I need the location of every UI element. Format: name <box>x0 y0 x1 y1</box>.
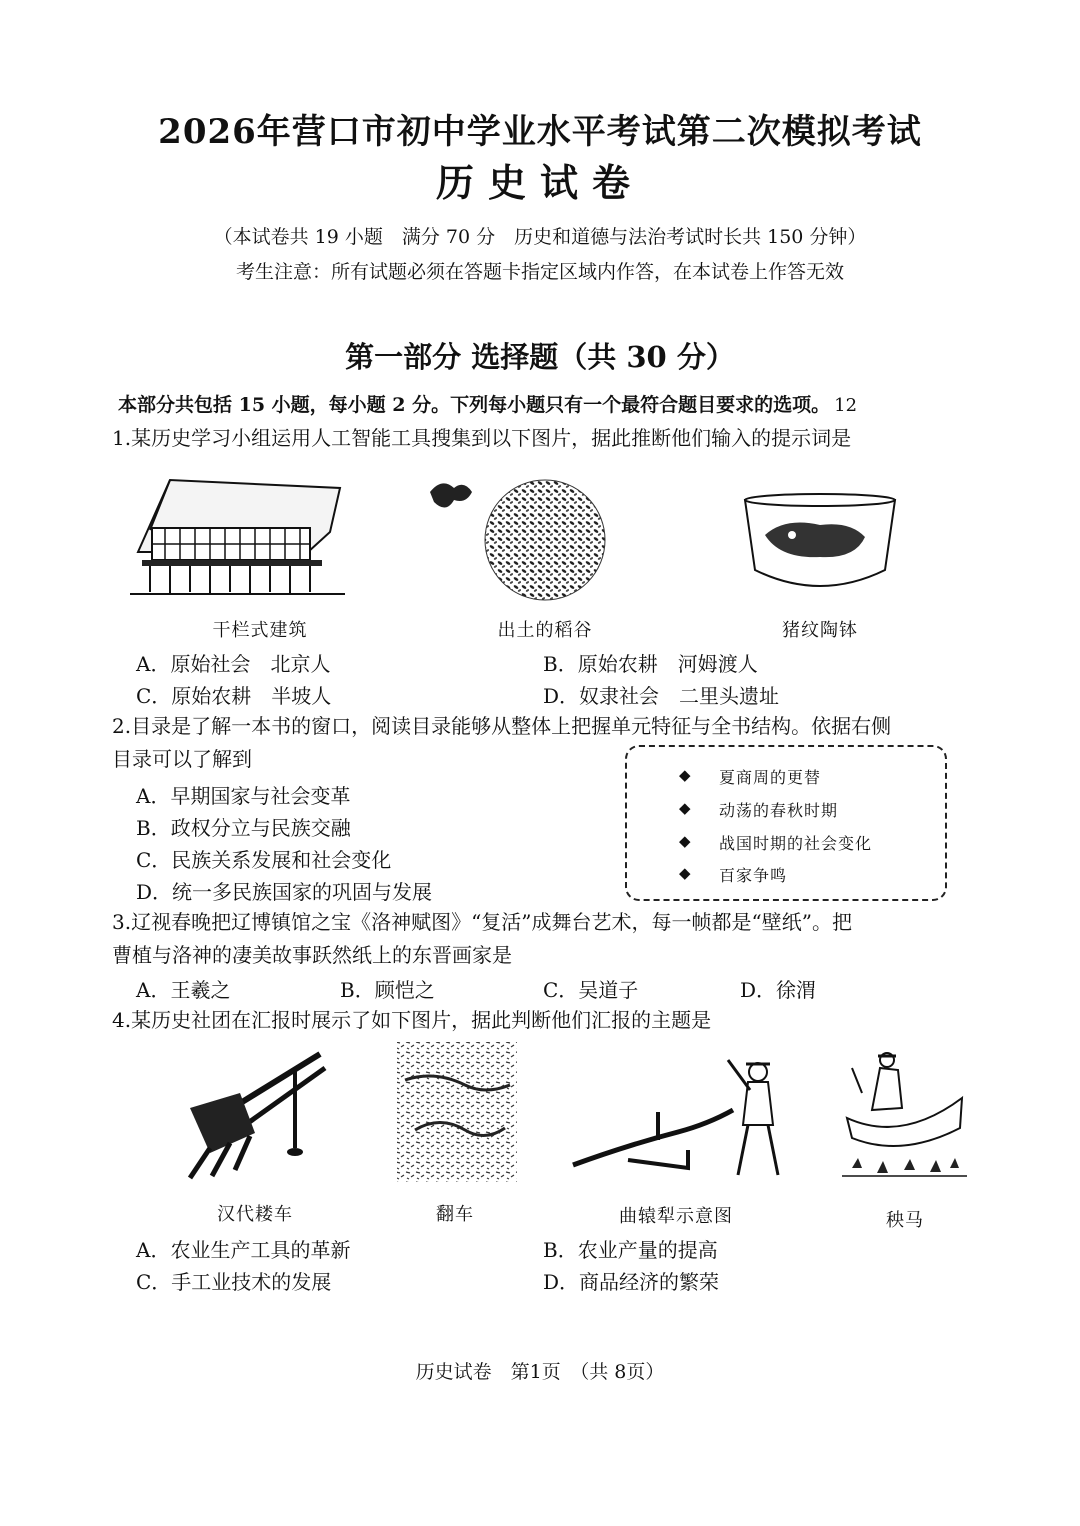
q4-option-d[interactable]: D．商品经济的繁荣 <box>543 1270 720 1294</box>
diamond-bullet-icon: ◆ <box>679 766 692 784</box>
square-pallet-chain-pump-illustration <box>395 1040 520 1185</box>
toc-item: ◆ 战国时期的社会变化 <box>679 832 873 853</box>
q3-option-a[interactable]: A．王羲之 <box>136 978 231 1002</box>
question-3-stem-line1: 3.辽视春晚把辽博镇馆之宝《洛神赋图》“复活”成舞台艺术，每一帧都是“壁纸”。把 <box>112 910 852 934</box>
q4-option-a[interactable]: A．农业生产工具的革新 <box>136 1238 351 1262</box>
question-1-stem: 1.某历史学习小组运用人工智能工具搜集到以下图片，据此推断他们输入的提示词是 <box>112 426 852 450</box>
section-title: 第一部分 选择题（共 30 分） <box>345 340 735 374</box>
page-footer: 历史试卷 第1页 （共 8页） <box>415 1361 665 1383</box>
caption-water-wheel: 翻车 <box>436 1204 474 1225</box>
q1-option-d[interactable]: D．奴隶社会 二里头遗址 <box>543 684 780 708</box>
exam-subtitle: 历史试卷 <box>435 160 644 205</box>
caption-rice-grains: 出土的稻谷 <box>497 620 593 641</box>
q2-option-a[interactable]: A．早期国家与社会变革 <box>136 784 351 808</box>
curved-shaft-plough-illustration <box>568 1050 788 1185</box>
question-3-stem-line2: 曹植与洛神的凄美故事跃然纸上的东晋画家是 <box>112 943 512 967</box>
toc-item: ◆ 动荡的春秋时期 <box>679 799 839 820</box>
question-2-stem-line2: 目录可以了解到 <box>112 747 252 771</box>
question-4-stem: 4.某历史社团在汇报时展示了如下图片，据此判断他们汇报的主题是 <box>112 1008 712 1032</box>
table-of-contents-box <box>625 745 947 901</box>
q4-option-b[interactable]: B．农业产量的提高 <box>543 1238 718 1262</box>
q2-option-d[interactable]: D．统一多民族国家的巩固与发展 <box>136 880 433 904</box>
caption-seed-drill: 汉代耧车 <box>217 1204 293 1225</box>
caption-seedling-horse: 秧马 <box>886 1210 924 1231</box>
exam-title: 2026年营口市初中学业水平考试第二次模拟考试 <box>158 112 922 152</box>
handwritten-mark: 12 <box>834 395 858 416</box>
diamond-bullet-icon: ◆ <box>679 799 692 817</box>
section-intro <box>118 390 857 417</box>
toc-item: ◆ 百家争鸣 <box>679 864 788 885</box>
q4-option-c[interactable]: C．手工业技术的发展 <box>136 1270 332 1294</box>
question-2-stem-line1: 2.目录是了解一本书的窗口，阅读目录能够从整体上把握单元特征与全书结构。依据右侧 <box>112 714 892 738</box>
q3-option-d[interactable]: D．徐渭 <box>740 978 817 1002</box>
seed-drill-illustration <box>180 1048 330 1183</box>
q1-option-c[interactable]: C．原始农耕 半坡人 <box>136 684 332 708</box>
q1-option-a[interactable]: A．原始社会 北京人 <box>136 652 331 676</box>
q3-option-b[interactable]: B．顾恺之 <box>340 978 435 1002</box>
diamond-bullet-icon: ◆ <box>679 864 692 882</box>
seedling-horse-illustration <box>842 1048 967 1183</box>
caption-pig-pot: 猪纹陶钵 <box>782 620 858 641</box>
toc-item: ◆ 夏商周的更替 <box>679 766 822 787</box>
q3-option-c[interactable]: C．吴道子 <box>543 978 639 1002</box>
exam-info: （本试卷共 19 小题 满分 70 分 历史和道德与法治考试时长共 150 分钟） <box>213 226 867 248</box>
caption-stilt-house: 干栏式建筑 <box>212 620 308 641</box>
q1-option-b[interactable]: B．原始农耕 河姆渡人 <box>543 652 758 676</box>
q2-option-c[interactable]: C．民族关系发展和社会变化 <box>136 848 392 872</box>
rice-grains-illustration <box>425 472 615 607</box>
diamond-bullet-icon: ◆ <box>679 832 692 850</box>
stilt-house-illustration <box>130 470 350 605</box>
exam-notice: 考生注意：所有试题必须在答题卡指定区域内作答，在本试卷上作答无效 <box>235 261 844 283</box>
section-intro-text: 本部分共包括 15 小题，每小题 2 分。下列每小题只有一个最符合题目要求的选项。 <box>118 394 831 416</box>
pig-pattern-pot-illustration <box>740 490 900 600</box>
caption-plough: 曲辕犁示意图 <box>619 1206 733 1227</box>
q2-option-b[interactable]: B．政权分立与民族交融 <box>136 816 351 840</box>
